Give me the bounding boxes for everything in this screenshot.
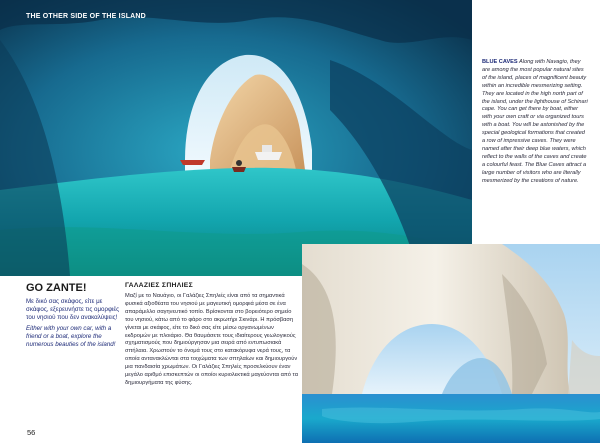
blue-caves-photo-bottom bbox=[302, 244, 600, 443]
galazies-spilies-body: Μαζί με το Ναυάγιο, οι Γαλάζιες Σπηλιές είναι από τα σημαντικά φυσικά αξιοθέατα του νησιού με μαγευτική ομορφιά μέσα σε ένα απαράμιλλο σαγηνευτικό τοπίο. Βρίσκονται στο βορειότερο σημείο του νησιού, κάτω από το φάρο στο ακρωτήρι Σκινάρι. Η πρόσβαση γίνεται με σκάφος, είτε το δικό σας είτε μέσω οργανωμένων εκδρομών με πλοιάριο. Θα θαυμάσετε τους ιδιαίτερους γεωλογικούς σχηματισμούς που δημιούργησαν μια σειρά από εντυπωσιακά σπήλαια. Χρωστούν το όνομά τους στο κατακόρυφα νερά τους, τα οποία αντανακλώνται στα τοιχώματα των σπηλαίων και δημιουργούν μια πανδαισία χρωμάτων. Οι Γαλάζιες Σπηλιές προσελκύουν έναν μεγάλο αριθμό επισκεπτών οι οποίοι κυριολεκτικά μαγεύονται από τα δημιουργήματα της φύσης. bbox=[125, 293, 299, 386]
caption-lead: BLUE CAVES bbox=[482, 59, 518, 65]
galazies-spilies-column bbox=[125, 282, 298, 388]
page-number: 56 bbox=[27, 428, 36, 437]
go-zante-column bbox=[26, 282, 122, 349]
go-zante-greek-text: Με δικό σας σκάφος, είτε με σκάφος, εξερευνήστε τις ομορφιές του νησιού που δεν ανακαλύψεις! bbox=[26, 298, 120, 322]
galazies-spilies-heading: ΓΑΛΑΖΙΕΣ ΣΠΗΛΙΕΣ bbox=[125, 282, 193, 289]
blue-caves-photo-top bbox=[0, 0, 472, 276]
rock-arch-illustration bbox=[302, 244, 600, 443]
go-zante-heading: GO ZANTE! bbox=[26, 282, 87, 294]
caption-body: Along with Navagio, they are among the most popular natural sites of the island, places of magnificent beauty within an incredible mesmerizing setting. They are located in the high north part of the island, under the lighthouse of Schinari cape. You can get there by boat, either with your own craft or via organized tours with a boat. You will be astonished by the special geological formations that created a row of impressive caves. They were named after their deep blue waters, which reflect to the walls of the caves and create a colourful feast. The Blue Caves attract a large number of visitors who are literally mesmerized by the creations of nature. bbox=[482, 59, 588, 184]
cave-arch-illustration bbox=[0, 0, 472, 276]
go-zante-english-text: Either with your own car, with a friend or a boat, explore the numerous beauties of the island! bbox=[26, 324, 116, 349]
section-title: THE OTHER SIDE OF THE ISLAND bbox=[26, 13, 146, 20]
blue-caves-caption bbox=[482, 59, 588, 186]
